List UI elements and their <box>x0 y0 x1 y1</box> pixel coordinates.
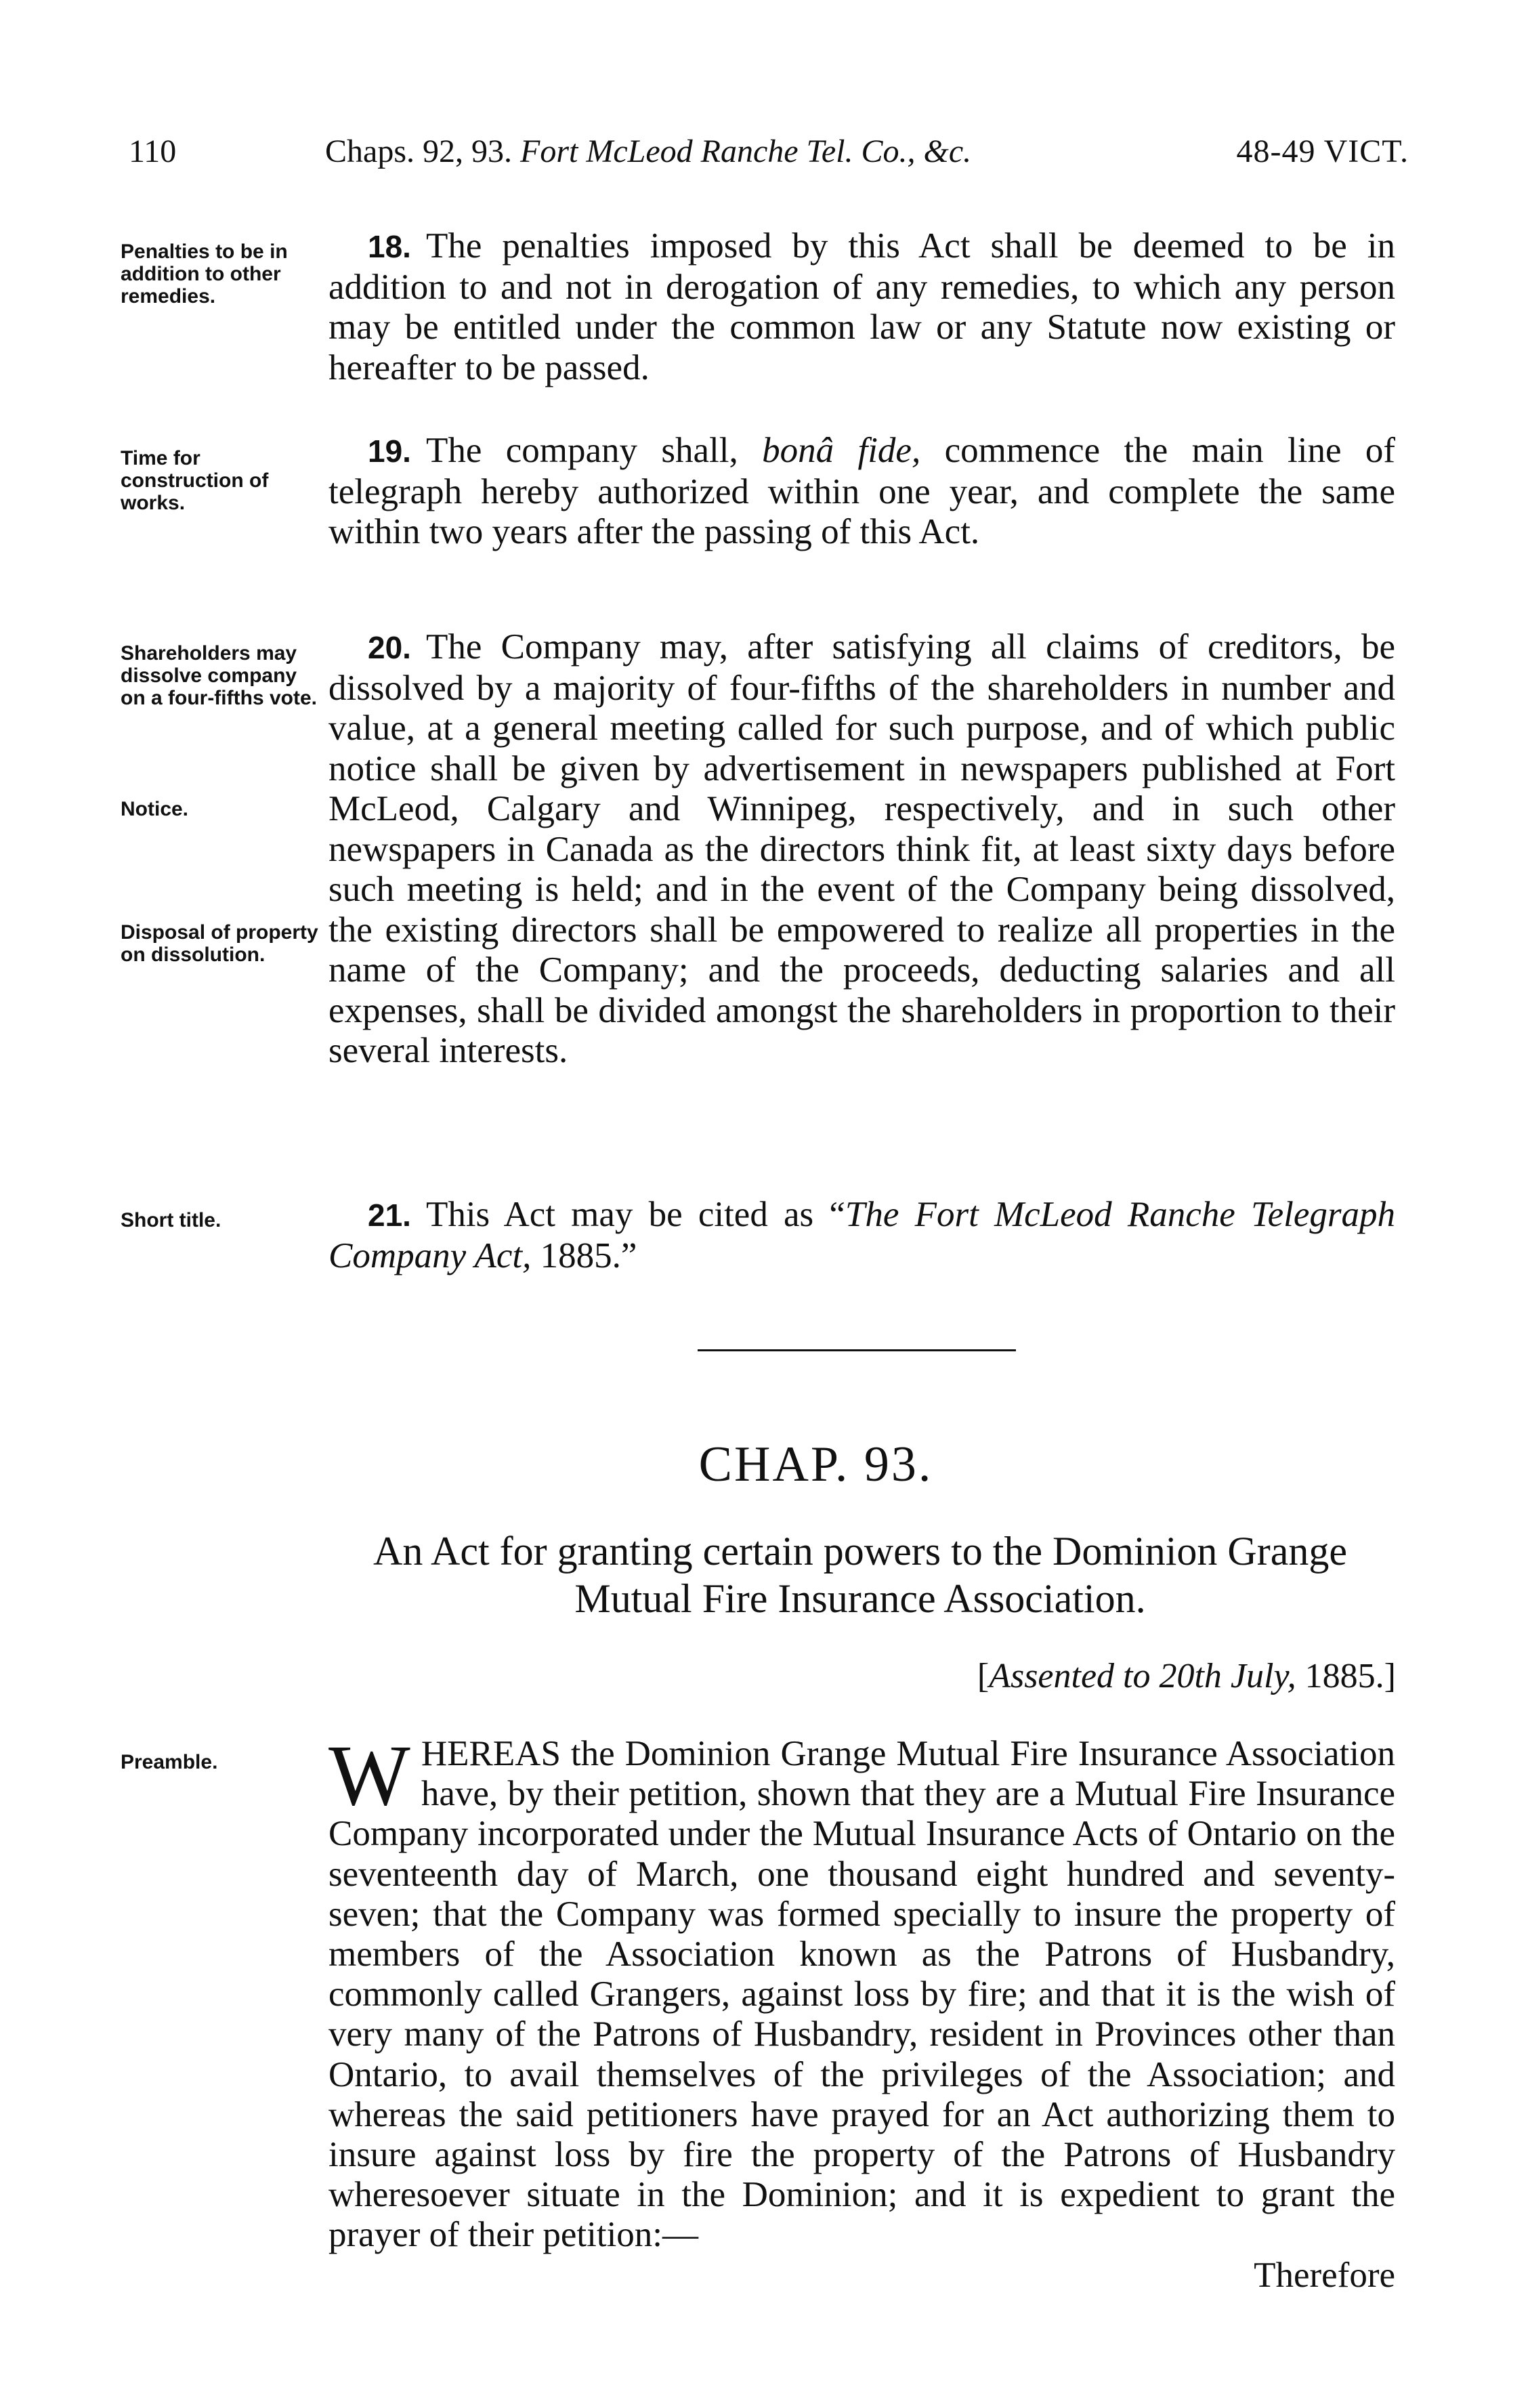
assent-year: 1885.] <box>1304 1657 1396 1695</box>
margin-note-time-for-construction: Time for construction of works. <box>121 447 269 514</box>
section-number: 20. <box>368 630 411 665</box>
chapters-label: Chaps. 92, 93. <box>325 133 512 169</box>
drop-cap: W <box>328 1727 410 1823</box>
running-title <box>325 133 971 170</box>
section-18 <box>328 226 1395 388</box>
section-text: This Act may be cited as “ <box>425 1195 845 1234</box>
preamble-body: HEREAS the Dominion Grange Mutual Fire Insurance Association have, by their petition, shown that they are a Mutual Fire Insurance Company incorporated under the Mutual Insurance Acts of Ontario on the seventeenth day of March, one thousand eight hundred and seventy-seven; that the Company was formed specially to insure the property of members of the Association known as the Patrons of Husbandry, commonly called Grangers, against loss by fire; and that it is the wish of very many of the Patrons of Husbandry, resident in Provinces other than Ontario, to avail themselves of the privileges of the Association; and whereas the said petitioners have prayed for an Act authorizing them to insure against loss by fire the property of the Patrons of Husbandry wheresoever situate in the Dominion; and it is expedient to grant the prayer of their petition:— <box>328 1734 1395 2255</box>
section-text-continued: commence the main line of telegraph hereby authorized within one year, and complete the same within two years after the passing of this Act. <box>328 431 1395 551</box>
catchword: Therefore <box>1254 2255 1395 2295</box>
section-text-italic: bonâ fide, <box>762 431 921 470</box>
section-text: The penalties imposed by this Act shall be deemed to be in addition to and not in derogation of any remedies, to which any person may be entitled under the common law or any Statute now existing or hereafter to be passed. <box>328 226 1395 387</box>
page-number: 110 <box>129 133 177 169</box>
section-number: 19. <box>368 434 411 469</box>
margin-note-preamble: Preamble. <box>121 1751 218 1773</box>
assent-text: Assented to 20th July, <box>989 1657 1296 1695</box>
chapter-heading: CHAP. 93. <box>698 1437 933 1492</box>
section-text-continued: 1885.” <box>540 1235 637 1275</box>
margin-note-shareholders: Shareholders may dissolve company on a four-fifths vote. <box>121 642 317 709</box>
regnal-year: 48-49 VICT. <box>1236 133 1409 169</box>
running-header <box>129 133 1409 180</box>
assent-open-bracket: [ <box>977 1657 990 1695</box>
section-text: The Company may, after satisfying all claims of creditors, be dissolved by a majority of four-fifths of the shareholders in number and value, at a general meeting called for such purpose, and of which public notice shall be given by advertisement in newspapers published at Fort McLeod, Calgary and Winnipeg, respectively, and in such other newspapers in Canada as the directors think fit, at least sixty days before such meeting is held; and in the event of the Company being dissolved, the existing directors shall be empowered to realize all properties in the name of the Company; and the proceeds, deducting salaries and all expenses, shall be divided amongst the shareholders in proportion to their several interests. <box>328 627 1395 1070</box>
margin-note-notice: Notice. <box>121 798 189 820</box>
act-title: An Act for granting certain powers to the Dominion Grange Mutual Fire Insurance Association. <box>373 1529 1347 1621</box>
section-20 <box>328 627 1395 1072</box>
section-21 <box>328 1195 1395 1276</box>
assent-date <box>977 1656 1396 1696</box>
short-title-citation: The Fort McLeod Ranche Telegraph Company Act, <box>328 1195 1395 1275</box>
section-number: 21. <box>368 1198 411 1233</box>
section-19 <box>328 431 1395 553</box>
margin-note-short-title: Short title. <box>121 1209 221 1231</box>
section-number: 18. <box>368 229 411 264</box>
section-divider <box>698 1349 1016 1351</box>
preamble-text <box>328 1727 1395 2296</box>
margin-note-penalties: Penalties to be in addition to other remedies. <box>121 240 288 308</box>
running-title-italic: Fort McLeod Ranche Tel. Co., &c. <box>520 133 972 169</box>
section-text: The company shall, <box>425 431 738 470</box>
margin-note-disposal: Disposal of property on dissolution. <box>121 921 318 966</box>
